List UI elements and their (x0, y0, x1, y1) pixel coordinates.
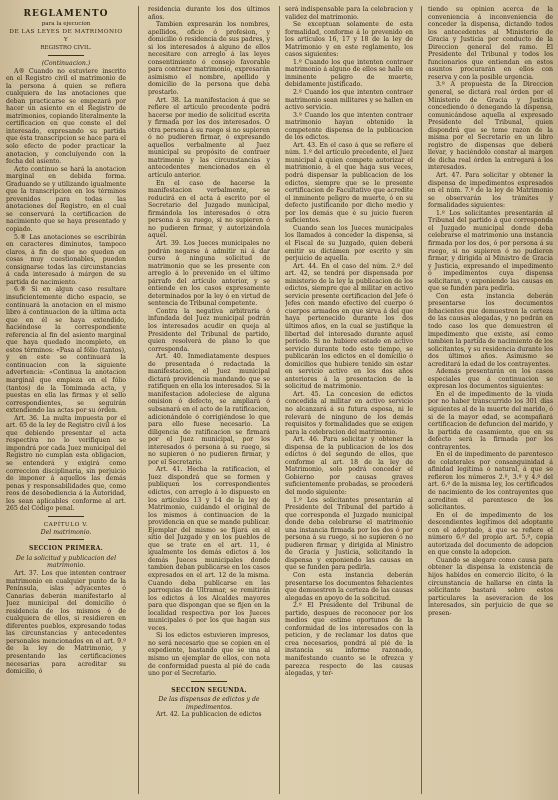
section-title: De las dispensas de edictos y de impedimentos. (158, 696, 260, 711)
column-2 (148, 6, 270, 794)
paragraph: Art. 47. Para solicitar y obtener la dispensa de impedimentos expresados en el núm. 7.º de la ley de Matrimonio se observarán los trámites y formalidades siguientes: (428, 172, 553, 210)
paragraph: Art. 36. La multa impuesta por el art. 65 de la ley de Registro civil á los que debiendo presentar el acta respectiva no lo verifiquen se impondrá por cada Juez municipal del Registro no cumplan esta obligacion, se entenderá y exigirá como correccion disciplinaria, sin perjuicio de imponer á aquellos las demás penas y responsabilidades que, como reos de desobediencia á la Autoridad, les sean aplicables conforme al art. 265 del Código penal. (6, 414, 126, 513)
paragraph: Si los edictos estuvieren impresos, no será necesario que se copien en el expediente, bastando que se una al mismo un ejemplar de ellos, con nota de conformidad puesta al pié de cada uno por el Secretario. (148, 632, 270, 678)
title-divider (48, 55, 84, 56)
paragraph: Art. 39. Los Jueces municipales no podrán negarse á admitir ni á dar curso á ninguna solicitud de matrimonio que se les presente con arreglo á lo prevenido en el último párrafo del artículo anterior, y se entiende en los casos expresamente determinados por la ley ó en virtud de sentencia de Tribunal competente. (148, 239, 270, 308)
page-title: REGLAMENTO (23, 9, 109, 19)
paragraph: Además presentarán en los casos especiales que á continuacion se expresan los documentos siguientes: (428, 368, 553, 391)
section-heading: SECCION PRIMERA. (28, 545, 104, 553)
paragraph: Art. 40. Inmediatamente despues de presentada ó redactada la manifestacion, el Juez municipal dictará providencia mandando que se ratifiquen en ella los interesados. Si la manifestacion adoleciese de alguna omision ó defecto, se ampliará ó subsanará en el acto de la ratificacion, adicionándole ó corrigiéndose lo que para ello fuese necesario. La diligencia de ratificacion se firmará por el Juez municipal, por los interesados ó persona á su ruego, si no supieren ó no pudieren firmar, y por el Secretario. (148, 353, 270, 466)
paragraph: Art. 38. La manifestacion á que se refiere el artículo precedente podrá hacerse por medio de solicitud escrita y firmada por los dos interesados. O otra persona á su ruego si no supieren ó no pudieren firmar, ó expresando aquellos verbalmente al Juez municipal su propósito de contraer matrimonio y las circunstancias y antecedentes mencionados en el artículo anterior. (148, 96, 270, 180)
paragraph: 1.º Cuando los que intenten contraer matrimonio á alguno de ellos se halle en inminente peligro de muerte, debidamente justificado. (285, 58, 413, 89)
paragraph: 5.® Las anotaciones se escribirán en caracteres diminutos, tampoco claros, á fin de que no queden en cosas muy cuestionables, pueden consignarse todas las circunstancias á cada interesado á márgen de su partida de nacimiento. (6, 233, 126, 286)
paragraph: 6.® Si en algun caso resultare insuficientemente dicho espacio, se continuará la anotacion en el mismo libro á continuacion de la última acta que en él se haya extendido, haciéndose la correspondiente referencia al fin del asiento marginal que haya quedado incompleto, en estos términos: «Pasa al fólio (tantos), y en este se continuará la continuacion con la siguiente advertencia: «Continua la anotacion marginal que empieza en el fólio (tantos) de la Tomimada acta, y puestas en ella las firmas y el sello correspondientes, se seguirán extendiendo las actas por su órden. (6, 286, 126, 415)
paragraph: Art. 45. La concesion de edictos concedida al militar en activo servicio no alcanzará á su futura esposa, ni le relevará de ninguno de los demás requisitos y formalidades que se exigen para la celebracion del matrimonio. (285, 390, 413, 436)
paragraph: Cuando se alegare como causa para obtener la dispensa la existencia de hijos habidos en comercio ilícito, ó la circunstancia de hallarse en cinta la solicitante bastará sobre estos particulares la aseveracion de los interesados, sin perjuicio de que se presen- (428, 556, 553, 617)
paragraph: 1.º Los solicitantes presentarán al Presidente del Tribunal del partido á que corresponda el Juzgado municipal donde deba celebrarse el matrimonio una instancia firmada por los dos ó por persona á su ruego, si no supieren ó no pudieren firmar, y dirigida al Ministro de Gracia y Justicia, solicitando la dispensa y exponiendo las causas en que se funden para pedirla. (285, 496, 413, 572)
paragraph: En el de impedimento de parentesco de colaterales por consanguinidad á afinidad legítima ó natural, á que se refieren los números 2.º, 3.º y 4.º del art. 6.º de la misma ley, los certificados de nacimiento de los contrayentes que acrediten el parentesco de los solicitantes. (428, 451, 553, 512)
paragraph: En el de impedimento de los descendientes legítimos del adoptante con el adoptado, á que se refiere el número 6.º del propio art. 5.º, copia autorizada del documento de adopcion en que conste la adopcion. (428, 511, 553, 557)
paragraph: 3.º A propuesta de la Direccion general, se dictará real órden por el Ministerio de Gracia y Justicia concediendo ó denegando la dispensa, comunicándose aquella al expresado Presidente del Tribunal, quien dispondrá que se tome razon de la misma por el Secretario en un libro registro de dispensas que deberá llevar, y haciéndolo constar al margen de dicha real órden la entregará á los interesados. (428, 81, 553, 172)
paragraph: Art. 41. Hecha la ratificacion, el Juez dispondrá que se formen y publiquen los correspondientes edictos, con arreglo á lo dispuesto en los artículos 13 y 14 de la ley de Matrimonio, cuidando el original de los mismos á continuacion de la providencia en que se mande publicar. Ejemplar del mismo se fijará en el sitio del Juzgado y en los pueblos de que se trate en el art. 11, é igualmente los demás edictos á los demás Jueces municipales donde tambien deban publicarse en los casos expresados en el art. 12 de la misma. Cuando deba publicarse en las parroquias de Ultramar, se remitirán los edictos á los Alcaldes mayores para que dispongan que se fijen en la localidad respectiva por los Jueces municipales ó por los que hagan sus veces. (148, 466, 270, 632)
section-heading: SECCION SEGUNDA. (171, 686, 247, 694)
section-divider (48, 539, 84, 540)
paragraph: Art. 42. La publicacion de edictos (156, 711, 262, 719)
paragraph: Art. 46. Para solicitar y obtener la dispensa de la publicacion de los dos edictos ó del segundo de ellos, que conforme al art. 18 de la ley de Matrimonio, solo podrá conceder el Gobierno por causas graves suficientemente probadas, se procederá del modo siguiente: (285, 436, 413, 496)
paragraph: 3.º Cuando los que intenten contraer matrimonio hayan obtenido la competente dispensa de la publicacion de los edictos. (285, 111, 413, 142)
paragraph: Se exceptuan solamente de esta formalidad, conforme á lo prevenido en los artículos 16, 17 y 18 de la ley de Matrimonio y en este reglamento, los casos siguientes: (285, 21, 413, 59)
column-divider (421, 6, 422, 794)
paragraph: En el de impedimento de la viuda por no haber transcurrido los 301 días siguientes al de la muerte del marido, ó si de la mayor edad, se acompañará certificacion de defuncion del marido, y la partida de casamiento, que en su defecto será la firmada por los contrayentes. (428, 390, 553, 451)
chapter-heading: CAPÍTULO V. (43, 521, 89, 528)
column-divider (279, 6, 280, 794)
column-1 (6, 6, 126, 794)
paragraph: Cuando sean los Jueces municipales los llamados á conceder la dispensa, si el Fiscal de su Juzgado, quien deberá emitir su dictámen por escrito y sin perjuicio de aquella. (285, 224, 413, 263)
chapter-title: Del matrimonio. (40, 528, 92, 536)
paragraph: residencia durante los dos últimos años. (148, 6, 270, 21)
paragraph: será indispensable para la celebracion y validez del matrimonio. (285, 6, 413, 21)
column-3 (285, 6, 413, 794)
paragraph: En el caso de hacerse la manifestacion verbalmente, se reducirá en el acta á escrito por el Secretario del Juzgado municipal, firmándola los interesados ó otra persona á su ruego, si no supieren ó no pudieren firmar, y autorizándola aquel. (148, 179, 270, 240)
section-divider (191, 681, 228, 682)
paragraph: tiendo su opinion acerca de la conveniencia á inconveniencia de conceder la dispensa, dictando todos los antecedentes al Ministerio de Gracia y Justicia por conducto de la Direccion general del ramo. El Presidente del Tribunal y todos los funcionarios que entiendan en estos asuntos procurarán en ellos con reserva y con la posible urgencia. (428, 6, 553, 81)
paragraph: Contra la negativa arbitraria ó infundada del Juez municipal podrán los interesados acudir en queja al Presidente del Tribunal de partido, quien resolverá de plano lo que corresponda. (148, 307, 270, 353)
paragraph: Acto continuo se hará la anotacion marginal en debida forma. Graduando se y utilizando igualmente que la transcripcion en los términos prevenidos para todas las anotaciones del Registro, en el cual se conservará la certificacion de nacimiento que se haya presentado y copiado. (6, 165, 126, 234)
column-divider (138, 6, 139, 794)
paragraph: 1.º Los solicitantes presentarán al Tribunal del partido á que corresponda el Juzgado municipal donde deba celebrarse el matrimonio una instancia firmada por los dos, ó por persona á su ruego, si no supieren ó no pudieren firmar, y dirigida al Ministro de Gracia y Justicia, expresando el impedimento ó impedimentos cuya dispensa solicitaran, y exponiendo las causas en que se funden para pedirla. (428, 209, 553, 293)
paragraph: 2.º Cuando los que intenten contraer matrimonio sean militares y se hallen en activo servicio. (285, 89, 413, 112)
paragraph: Con esta instancia deberán presentarse los documentos fehacientes que demuestren la certeza de las causas alegadas en apoyo de la solicitud. (285, 572, 413, 602)
paragraph: Art. 43. En el caso á que se refiere el núm. 1.º del artículo precedente, el Juez municipal á quien compete autorizar el matrimonio, á el que haga sus veces, podrá dispensar la publicacion de los edictos, siempre que se le presente certificacion de Facultativo que acredite el inminente peligro de muerte, ó en su defecto justificando por dicho medio y por los demás que é su juicio fueren suficientes. (285, 141, 413, 225)
section-title: De la solicitud y publicacion del matrimonio. (15, 554, 117, 570)
law-name-2: REGISTRO CIVIL. (40, 45, 92, 51)
paragraph: Art. 44. En el caso del núm. 2.º del art. 42, se tendrá por dispensada por ministerio de la ley la publicacion de los edictos, siempre que al militar en activo servicio presente certificacion del Jefe ó Jefes con mando efectivo del cuerpo ó cuerpos armados en que sirva á del que haya pertenecido durante los dos últimos años, en la cual se justifique la libertad del interesado durante aquel período. Si no hubiere estado en activo servicio durante todo este tiempo, se publicarán los edictos en el domicilio ó domicilios que hubiere tenido sin estar en servicio activo en los dos años anteriores á la presentacion de la solicitud de matrimonio. (285, 262, 413, 391)
law-name: DE LAS LEYES DE MATRIMONIO Y (9, 29, 123, 43)
column-4 (428, 6, 553, 794)
paragraph: Tambien expresarán los nombres, apellidos, oficio ó profesion, y domicilio ó residencia de sus padres, y si los interesados á alguno de ellos necesitare con arreglo á las leyes consentimiento ó consejo favorable para contraer matrimonio, expresarán asimismo el nombre, apellido y domicilio de la persona que deba prestarlo. (148, 21, 270, 97)
continuation-label: (Continuacion.) (41, 60, 91, 67)
title-subtitle: para la ejecucion (41, 21, 91, 27)
paragraph: Con esta instancia deberán presentarse los documentos fehacientes que demuestren la certeza de las causas alegadas, y no podrán en todo caso los que demuestren el impedimento que existe, así como tambien la partida de nacimiento de los solicitantes, y su residencia durante los dos últimos años. Asimismo se acreditará la edad de los contrayentes. (428, 292, 553, 368)
section-divider (48, 516, 84, 517)
paragraph: Art. 37. Los que intenten contraer matrimonio en cualquier punto de la Península, islas adyacentes ó Canarias deberán manifestarlo al Juez municipal del domicilio ó residencia de los mismos ó de cualquiera de ellos, si residieren en diferentes pueblos, expresando todas las circunstancias y antecedentes personales mencionados en el art. 9.º de la ley de Matrimonio, y presentando las certificaciones necesarias para acreditar su domicilio, ó (6, 570, 126, 676)
paragraph: 2.º El Presidente del Tribunal de partido, despues de reconocer por los medios que estime oportunos de la conformidad de los interesados con la peticion, y de reclamar los datos que crea necesarios, pondrá al pié de la instancia su informe razonado, manifestando cuanto se le ofrezca y parezca respecto de las causas alegadas, y ter- (285, 602, 413, 678)
paragraph: A® Cuando no estuviere inscrito en el Registro civil el matrimonio de la persona á quien se refiera cualquiera de las anotaciones que deban practicarse se empezará por hacer un asiento en el Registro de matrimonios, copiando literalmente la certificacion en que conste el del interesado, expresando su partida que ésta transcripcion se hace para el solo efecto de poder practicar la anotacion, y concluíyendo con la fecha del asiento. (6, 67, 126, 166)
